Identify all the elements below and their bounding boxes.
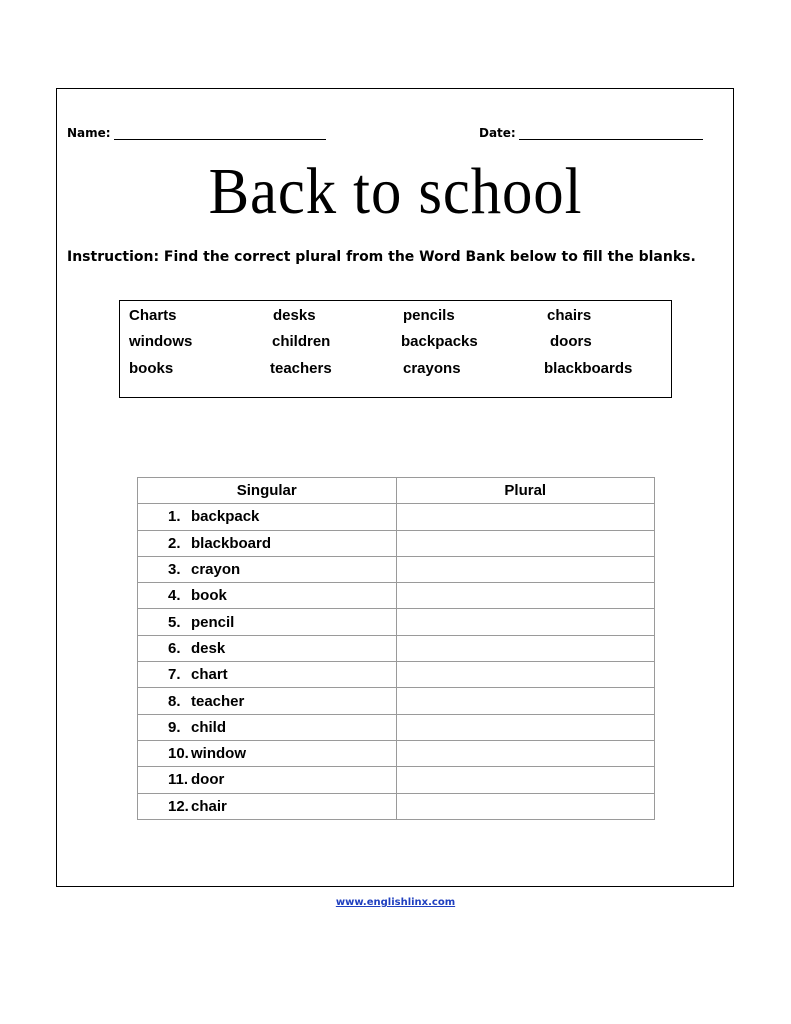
row-number: 8.: [168, 692, 181, 710]
singular-word: crayon: [191, 561, 241, 579]
date-blank-line[interactable]: [519, 127, 703, 140]
plural-answer-cell[interactable]: [396, 530, 655, 556]
plural-answer-cell[interactable]: [396, 688, 655, 714]
table-row: [138, 504, 655, 530]
row-number: 5.: [168, 613, 181, 631]
plural-header: Plural: [396, 478, 655, 504]
name-blank-line[interactable]: [114, 127, 326, 140]
row-number: 3.: [168, 561, 181, 579]
name-label: Name:: [67, 126, 111, 140]
singular-cell: [138, 662, 397, 688]
plural-answer-cell[interactable]: [396, 767, 655, 793]
plural-answer-cell[interactable]: [396, 635, 655, 661]
word-bank-word: doors: [550, 333, 592, 350]
singular-cell: [138, 793, 397, 819]
singular-word: teacher: [191, 692, 245, 710]
table-row: [138, 583, 655, 609]
word-bank-word: desks: [273, 307, 316, 324]
table-row: [138, 662, 655, 688]
table-row: [138, 609, 655, 635]
word-bank-word: crayons: [403, 360, 461, 377]
row-number: 4.: [168, 587, 181, 605]
table-row: [138, 767, 655, 793]
table-row: [138, 530, 655, 556]
singular-word: window: [191, 745, 246, 763]
plural-table: [137, 477, 655, 820]
table-row: [138, 688, 655, 714]
singular-cell: [138, 530, 397, 556]
word-bank-word: pencils: [403, 307, 455, 324]
plural-answer-cell[interactable]: [396, 740, 655, 766]
singular-cell: [138, 714, 397, 740]
singular-cell: [138, 609, 397, 635]
row-number: 6.: [168, 639, 181, 657]
singular-word: child: [191, 718, 227, 736]
singular-word: chair: [191, 797, 227, 815]
word-bank-word: chairs: [547, 307, 592, 324]
singular-cell: [138, 635, 397, 661]
singular-word: backpack: [191, 508, 260, 526]
row-number: 9.: [168, 718, 181, 736]
singular-cell: [138, 688, 397, 714]
table-row: [138, 714, 655, 740]
word-bank-word: windows: [129, 333, 193, 350]
word-bank-word: blackboards: [544, 360, 633, 377]
singular-cell: [138, 767, 397, 793]
word-bank-word: backpacks: [401, 333, 478, 350]
table-row: [138, 793, 655, 819]
singular-word: blackboard: [191, 534, 272, 552]
singular-cell: [138, 583, 397, 609]
singular-cell: [138, 740, 397, 766]
table-row: [138, 635, 655, 661]
name-field[interactable]: [67, 126, 326, 140]
word-bank-word: books: [129, 360, 174, 377]
singular-cell: [138, 504, 397, 530]
plural-answer-cell[interactable]: [396, 662, 655, 688]
row-number: 1.: [168, 508, 181, 526]
table-header-row: [138, 478, 655, 504]
worksheet-title: Back to school: [208, 155, 583, 228]
instruction-text: Instruction: Find the correct plural from the Word Bank below to fill the blanks.: [67, 249, 696, 265]
date-label: Date:: [479, 126, 516, 140]
table-row: [138, 740, 655, 766]
singular-word: door: [191, 771, 225, 789]
row-number: 10.: [168, 745, 189, 763]
plural-answer-cell[interactable]: [396, 793, 655, 819]
word-bank-word: Charts: [129, 307, 177, 324]
plural-answer-cell[interactable]: [396, 714, 655, 740]
row-number: 2.: [168, 534, 181, 552]
word-bank-word: teachers: [270, 360, 332, 377]
word-bank-word: children: [272, 333, 331, 350]
singular-word: chart: [191, 666, 228, 684]
plural-answer-cell[interactable]: [396, 583, 655, 609]
singular-word: book: [191, 587, 227, 605]
singular-header: Singular: [138, 478, 397, 504]
singular-word: desk: [191, 639, 226, 657]
row-number: 12.: [168, 797, 189, 815]
footer: [0, 897, 791, 908]
plural-answer-cell[interactable]: [396, 609, 655, 635]
plural-answer-cell[interactable]: [396, 504, 655, 530]
website-link[interactable]: www.englishlinx.com: [335, 897, 456, 908]
table-row: [138, 556, 655, 582]
row-number: 11.: [168, 771, 189, 789]
singular-cell: [138, 556, 397, 582]
word-bank-box: [119, 300, 672, 398]
singular-word: pencil: [191, 613, 235, 631]
plural-answer-cell[interactable]: [396, 556, 655, 582]
date-field[interactable]: [479, 126, 703, 140]
row-number: 7.: [168, 666, 181, 684]
